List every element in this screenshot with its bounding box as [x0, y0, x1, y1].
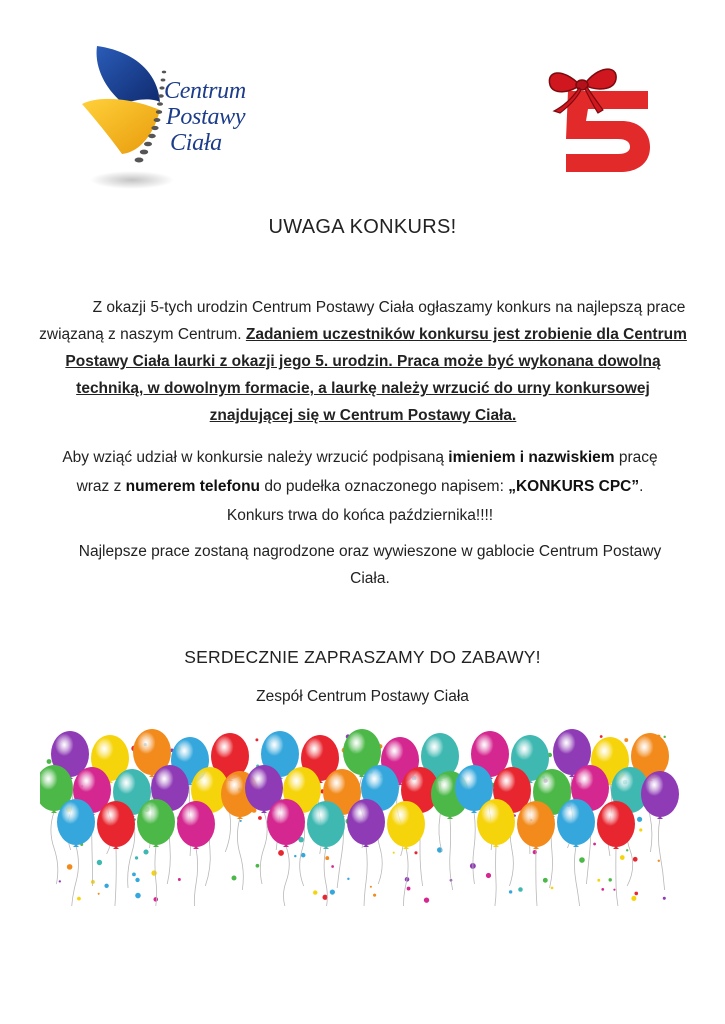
balloon — [97, 801, 135, 847]
balloons-illustration — [40, 726, 680, 906]
balloon — [641, 771, 679, 817]
rules-text-4: . Konkurs trwa do końca października!!!! — [226, 478, 644, 524]
logo-wordmark — [164, 78, 246, 156]
balloon-cluster — [245, 729, 469, 906]
balloon — [387, 801, 425, 847]
rules-phone-emphasis: numerem telefonu — [125, 478, 261, 495]
balloon — [137, 799, 175, 845]
balloon — [57, 799, 95, 845]
balloon — [177, 801, 215, 847]
team-signature: Zespół Centrum Postawy Ciała — [256, 688, 469, 705]
rules-label-emphasis: „KONKURS CPC” — [508, 478, 640, 495]
rules-text-3: do pudełka oznaczonego napisem: — [260, 478, 509, 495]
rules-paragraph — [60, 443, 660, 530]
rules-text-2: pracę wraz z — [76, 449, 658, 495]
rules-text-1: Aby wziąć udział w konkursie należy wrzucić podpisaną — [62, 449, 449, 466]
balloon — [267, 799, 305, 845]
rules-name-emphasis: imieniem i nazwiskiem — [448, 449, 615, 466]
logo-line-1: Centrum — [164, 78, 246, 104]
balloon — [597, 801, 635, 847]
intro-paragraph — [38, 294, 688, 429]
balloon — [307, 801, 345, 847]
balloon-cluster — [455, 729, 679, 906]
page-title: UWAGA KONKURS! — [268, 216, 457, 238]
balloon — [347, 799, 385, 845]
five-birthday-icon — [540, 55, 652, 173]
balloon — [557, 799, 595, 845]
task-description: Zadaniem uczestników konkursu jest zrobienie dla Centrum Postawy Ciała laurki z okazji jego 5. urodzin. Praca może być wykonana dowolną techniką, w dowolnym formacie, a laurkę należy wrzucić do urny konkursowej znajdującej się w Centrum Postawy Ciała. — [65, 326, 687, 424]
balloon — [477, 799, 515, 845]
prize-paragraph: Najlepsze prace zostaną nagrodzone oraz wywieszone w gablocie Centrum Postawy Ciała. — [78, 543, 662, 587]
intro-text: Z okazji 5-tych urodzin Centrum Postawy Ciała ogłaszamy konkurs na najlepszą prace związaną z naszym Centrum. — [39, 299, 686, 343]
balloon — [517, 801, 555, 847]
balloon-cluster — [40, 729, 259, 906]
logo-line-3: Ciała — [170, 130, 222, 156]
invitation-slogan: SERDECZNIE ZAPRASZAMY DO ZABAWY! — [184, 647, 541, 667]
logo-line-2: Postawy — [166, 104, 246, 130]
centrum-logo — [72, 42, 252, 192]
